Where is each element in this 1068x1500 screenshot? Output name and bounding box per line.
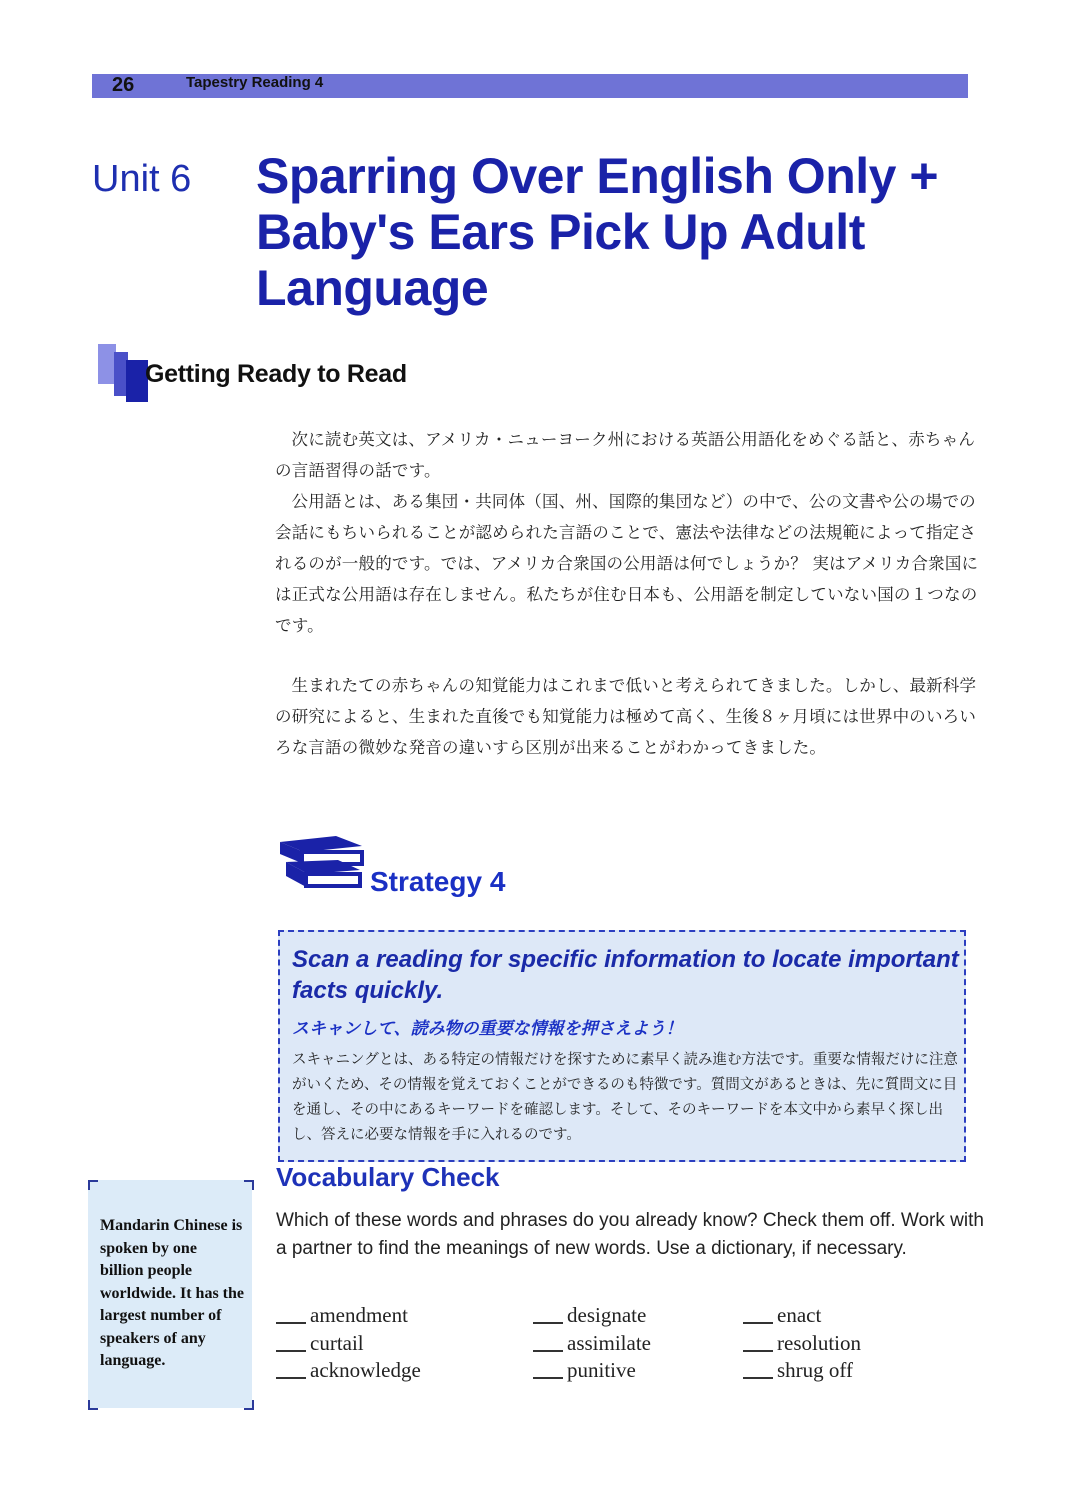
checkbox-blank[interactable] (533, 1304, 563, 1324)
checkbox-blank[interactable] (276, 1304, 306, 1324)
checkbox-blank[interactable] (533, 1359, 563, 1379)
vocab-item[interactable]: punitive (533, 1357, 651, 1385)
checkbox-blank[interactable] (743, 1304, 773, 1324)
corner-mark (244, 1400, 254, 1410)
getting-ready-heading: Getting Ready to Read (145, 360, 407, 388)
vocab-item[interactable]: resolution (743, 1330, 861, 1358)
sidebar-note-text: Mandarin Chinese is spoken by one billion people worldwide. It has the largest number of speakers of any language. (100, 1217, 245, 1369)
strategy-japanese-heading: スキャンして、読み物の重要な情報を押さえよう！ (292, 1019, 683, 1039)
vocab-item[interactable]: assimilate (533, 1330, 651, 1358)
official-language-paragraph: 公用語とは、ある集団・共同体（国、州、国際的集団など）の中で、公の文書や公の場での会話にもちいられることが認められた言語のことで、憲法や法律などの法規範によって指定されるのが一般的です。では、アメリカ合衆国の公用語は何でしょうか？ 実はアメリカ合衆国には正式な公用語は存在しません。私たちが住む日本も、公用語を制定していない国の１つなのです。 (275, 492, 979, 635)
vocab-column (743, 1302, 861, 1385)
checkbox-blank[interactable] (743, 1332, 773, 1352)
vocabulary-intro: Which of these words and phrases do you already know? Check them off. Work with a partner to find the meanings of new words. Use a dictionary, if necessary. (276, 1210, 984, 1259)
vocab-item[interactable]: amendment (276, 1302, 421, 1330)
vocab-item[interactable]: curtail (276, 1330, 421, 1358)
strategy-english: Scan a reading for specific information to locate important facts quickly. (292, 946, 959, 1004)
corner-mark (88, 1400, 98, 1410)
strategy-japanese-body: スキャニングとは、ある特定の情報だけを探すために素早く読み進む方法です。重要な情報だけに注意がいくため、その情報を覚えておくことができるのも特徴です。質問文があるときは、先に質問文に目を通し、その中にあるキーワードを確認します。そして、そのキーワードを本文中から素早く探し出し、答えに必要な情報を手に入れるのです。 (292, 1052, 958, 1143)
checkbox-blank[interactable] (276, 1332, 306, 1352)
vocab-item[interactable]: shrug off (743, 1357, 861, 1385)
corner-mark (88, 1180, 98, 1190)
vocab-item[interactable]: designate (533, 1302, 651, 1330)
vocab-item[interactable]: acknowledge (276, 1357, 421, 1385)
strategy-title: Strategy 4 (370, 866, 506, 897)
vocabulary-heading: Vocabulary Check (276, 1162, 500, 1192)
intro-paragraph: 次に読む英文は、アメリカ・ニューヨーク州における英語公用語化をめぐる話と、赤ちゃんの言語習得の話です。 (275, 430, 976, 480)
unit-label: Unit 6 (92, 158, 192, 200)
vocab-item[interactable]: enact (743, 1302, 861, 1330)
baby-perception-paragraph: 生まれたての赤ちゃんの知覚能力はこれまで低いと考えられてきました。しかし、最新科学の研究によると、生まれた直後でも知覚能力は極めて高く、生後８ヶ月頃には世界中のいろいろな言語の微妙な発音の違いすら区別が出来ることがわかってきました。 (275, 676, 977, 757)
vocab-column (276, 1302, 421, 1385)
vocab-column (533, 1302, 651, 1385)
book-title: Tapestry Reading 4 (186, 74, 324, 91)
unit-title: Sparring Over English Only + Baby's Ears Pick Up Adult Language (256, 148, 939, 316)
page-number: 26 (112, 74, 135, 96)
checkbox-blank[interactable] (276, 1359, 306, 1379)
corner-mark (244, 1180, 254, 1190)
books-icon (276, 832, 366, 894)
checkbox-blank[interactable] (533, 1332, 563, 1352)
checkbox-blank[interactable] (743, 1359, 773, 1379)
